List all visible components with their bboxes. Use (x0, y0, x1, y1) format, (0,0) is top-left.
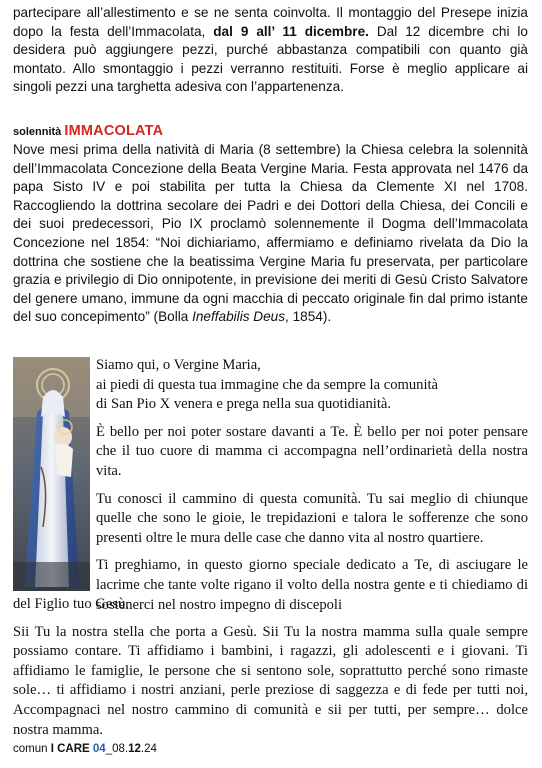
prayer-p4b: del Figlio tuo Gesù. (13, 596, 129, 612)
prayer-p1-line1: Siamo qui, o Vergine Maria, (96, 357, 261, 373)
prayer-p1-line3: di San Pio X venera e prega nella sua quotidianità. (96, 396, 392, 413)
prayer-p5: Sii Tu la nostra stella che porta a Gesù. Sii Tu la nostra mamma sulla quale sempre possiamo contare. Ti affidiamo i bambini, i ragazzi, gli adolescenti e i giovani. Ti affidiamo le famiglie, le persone che si sentono sole, soprattutto perché sono rimaste sole… ti affidiamo i nostri anziani, perle preziose di saggezza e di fede per tutti noi, Accompagnaci nel nostro cammino di comunità e sii per tutti, per sempre… dolce nostra mamma. (13, 623, 528, 738)
footer-date-b: 12 (128, 743, 141, 755)
footer-prefix: comun (13, 743, 51, 755)
intro-paragraph (13, 4, 528, 97)
intro-dates: dal 9 all’ 11 dicembre. (213, 23, 369, 39)
section-heading (13, 123, 163, 140)
prayer-p3: Tu conosci il cammino di questa comunità. Tu sai meglio di chiunque quelle che sono le gioie, le trepidazioni e talora le sofferenze che sono presenti oltre le mura delle case che danno vita al nostro quartiere. (96, 490, 528, 546)
prayer-p4a: Ti preghiamo, in questo giorno speciale dedicato a Te, di asciugare le lacrime che tante volte rigano il volto della nostra gente e ti chiediamo di sostenerci nel nostro impegno di discepoli (96, 557, 528, 613)
prayer-wide-block (13, 595, 528, 748)
prayer-narrow-block (96, 356, 528, 615)
immacolata-body: Nove mesi prima della natività di Maria (8 settembre) la Chiesa celebra la solennità dell’Immacolata Concezione della Beata Vergine Maria. Festa approvata nel 1476 da papa Sisto IV e poi stabilita per tutta la Chiesa da Clemente XI nel 1708. Raccogliendo la dottrina secolare dei Padri e dei Dottori della Chiesa, dei Concili e dei suoi predecessori, Pio IX proclamò solennemente il Dogma dell’Immacolata Concezione nel 1854: “Noi dichiariamo, affermiamo e definiamo rivelata da Dio la dottrina che sostiene che la beatissima Vergine Maria fu preservata, per particolare grazia e privilegio di Dio onnipotente, in previsione dei meriti di Gesù Cristo Salvatore del genere umano, immune da ogni macchia di peccato originale fin dal primo istante del suo concepimento” (Bolla (13, 142, 528, 325)
section-label: solennità (13, 126, 62, 138)
footer-date-c: .24 (140, 743, 157, 755)
intro-text-1: partecipare all’allestimento e se ne senta coinvolta. Il montaggio del Presepe inizia dopo la festa dell’Immacolata, (13, 5, 528, 39)
prayer-p1 (96, 356, 528, 415)
bull-year: , 1854). (285, 309, 332, 325)
intro-text-2: Dal 12 dicembre chi lo desidera può aggiungere pezzi, purché abbastanza compatibili con quanto già montato. Allo smontaggio i pezzi verranno restituiti. Forse è meglio applicare ai singoli pezzi una targhetta adesiva con l’appartenenza. (13, 23, 528, 95)
immacolata-paragraph (13, 141, 528, 327)
bull-title: Ineffabilis Deus (192, 309, 286, 325)
footer-brand: I CARE (50, 743, 93, 755)
footer-date-a: _08. (105, 743, 129, 755)
prayer-p2: È bello per noi poter sostare davanti a Te. È bello per noi poter pensare che il tuo cuore di mamma ci accompagna nell’ordinarietà della nostra vita. (96, 423, 528, 479)
prayer-p1-line2: ai piedi di questa tua immagine che da sempre la comunità (96, 376, 439, 393)
madonna-statue-image (13, 357, 90, 591)
madonna-statue-photo (13, 357, 90, 591)
footer (13, 742, 157, 756)
section-title: IMMACOLATA (64, 123, 164, 139)
footer-issue: 04 (92, 743, 106, 755)
